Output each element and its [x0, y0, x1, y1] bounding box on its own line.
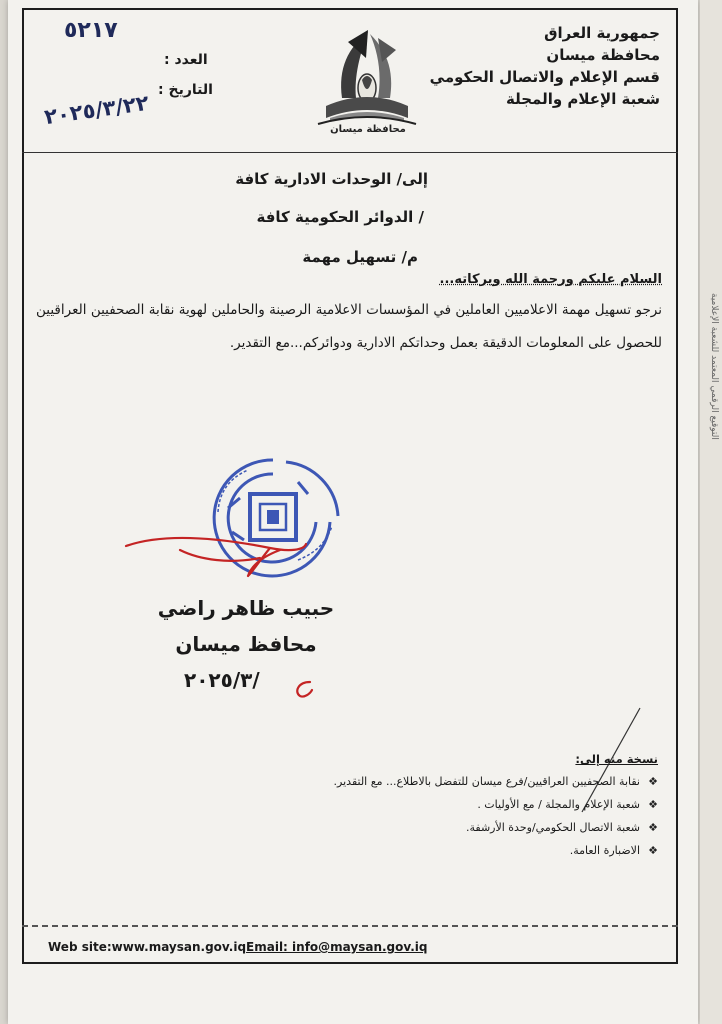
- letterhead-line-section: شعبة الإعلام والمجلة: [505, 90, 660, 108]
- letterhead-line-governorate: محافظة ميسان: [546, 46, 660, 64]
- document-date-handwritten: ٢٠٢٥/٣/٢٢: [42, 90, 151, 130]
- list-item: ❖ شعبة الاتصال الحكومي/وحدة الأرشفة.: [218, 816, 658, 839]
- website-link[interactable]: Web site:www.maysan.gov.iq: [48, 940, 247, 954]
- addressee-departments: / الدوائر الحكومية كافة: [256, 208, 424, 226]
- adjacent-page-text: التوقيع الرقمي المعتمد للشعبة الإعلامية: [709, 293, 719, 440]
- signer-title: محافظ ميسان: [175, 632, 317, 656]
- subject-line: م/ تسهيل مهمة: [302, 248, 418, 266]
- footer-contacts: [48, 940, 428, 954]
- logo-caption: محافظة ميسان: [330, 124, 406, 135]
- signer-name: حبيب ظاهر راضي: [157, 596, 335, 620]
- diamond-bullet-icon: ❖: [648, 798, 658, 811]
- footer-divider: [22, 925, 678, 927]
- letterhead-line-department: قسم الإعلام والاتصال الحكومي: [429, 68, 660, 86]
- copies-list: [218, 770, 658, 862]
- document-number-handwritten: ٥٢١٧: [64, 18, 118, 43]
- letterhead-line-country: جمهورية العراق: [544, 24, 660, 42]
- letter-body: نرجو تسهيل مهمة الاعلاميين العاملين في المؤسسات الاعلامية الرصينة والحاملين لهوية نقابة الصحفيين العراقيين للحصول على المعلومات الدقيقة بعمل وحداتكم الادارية ودوائركم...مع التقدير.: [36, 302, 662, 351]
- header-divider: [22, 152, 678, 153]
- red-initial-mark: [290, 678, 316, 700]
- diamond-bullet-icon: ❖: [648, 844, 658, 857]
- number-label: العدد :: [164, 52, 208, 68]
- list-item: ❖ شعبة الإعلام والمجلة / مع الأوليات .: [218, 793, 658, 816]
- signature-date: ٢٠٢٥/٣/: [184, 668, 260, 692]
- letterhead: [430, 22, 660, 110]
- copies-heading: نسخة منه إلى:: [575, 752, 658, 766]
- date-label: التاريخ :: [158, 82, 213, 98]
- list-item: ❖ نقابة الصحفيين العراقيين/فرع ميسان للتفضل بالاطلاع... مع التقدير.: [218, 770, 658, 793]
- addressee-units: إلى/ الوحدات الادارية كافة: [235, 170, 428, 188]
- diamond-bullet-icon: ❖: [648, 821, 658, 834]
- document-sheet: [8, 0, 698, 1024]
- greeting: السلام عليكم ورحمة الله وبركاته...: [439, 272, 662, 287]
- list-item: ❖ الاضبارة العامة.: [218, 839, 658, 862]
- diamond-bullet-icon: ❖: [648, 775, 658, 788]
- email-link[interactable]: Email: info@maysan.gov.iq: [246, 940, 428, 954]
- governor-signature: [120, 520, 310, 580]
